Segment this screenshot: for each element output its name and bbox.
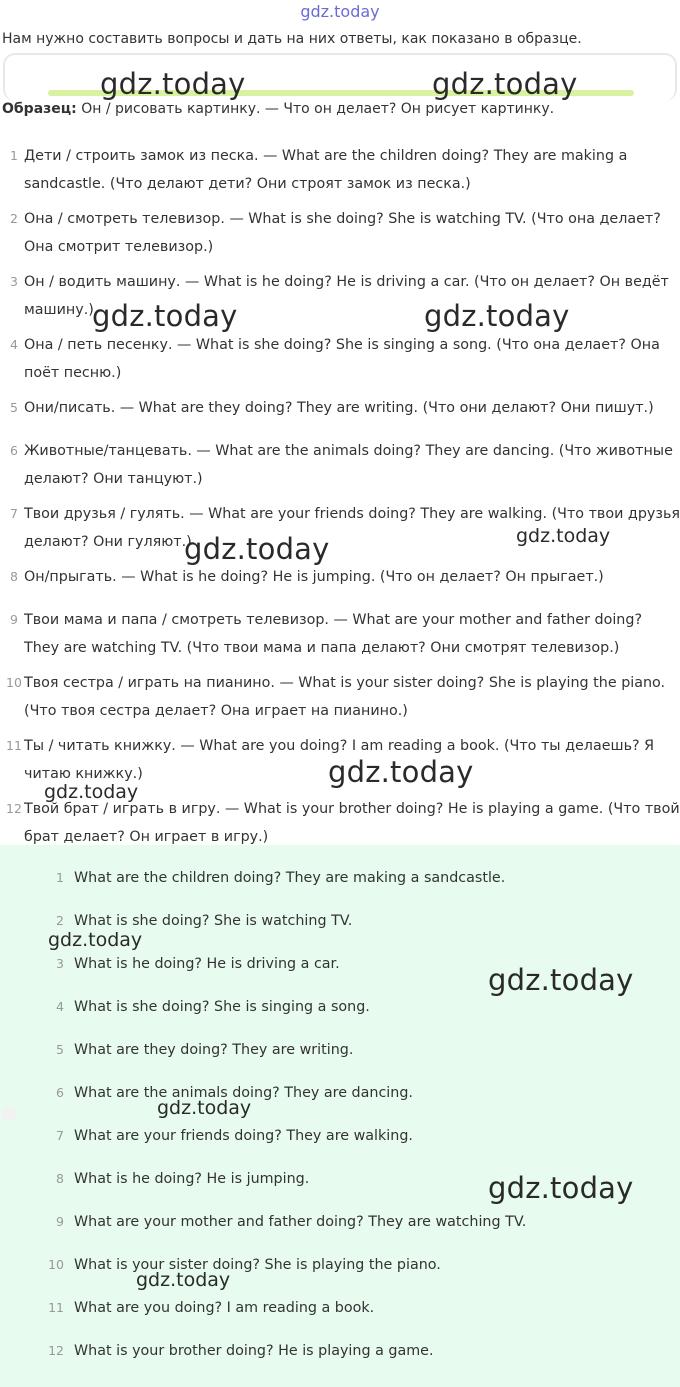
exercise-text: Твои друзья / гулять. — What are your friends doing? They are walking. (Что твои друзья — [24, 506, 680, 522]
exercise-text: делают? Они гуляют.) — [24, 534, 192, 550]
answer-text: What are your friends doing? They are walking. — [74, 1128, 413, 1144]
watermark: gdz.today — [328, 755, 474, 789]
answer-text: What are you doing? I am reading a book. — [74, 1300, 375, 1316]
watermark: gdz.today — [92, 299, 238, 333]
answer-number: 2 — [56, 913, 64, 928]
exercise-text: Она / смотреть телевизор. — What is she doing? She is watching TV. (Что она делает? — [24, 211, 661, 227]
exercise-text: Он / водить машину. — What is he doing? He is driving a car. (Что он делает? Он ведёт — [24, 274, 669, 290]
site-title[interactable]: gdz.today — [300, 2, 380, 21]
answer-number: 5 — [56, 1042, 64, 1057]
exercise-number: 3 — [10, 274, 18, 289]
exercise-number: 10 — [6, 675, 22, 690]
sample-text: Он / рисовать картинку. — Что он делает? Он рисует картинку. — [76, 101, 555, 117]
watermark: gdz.today — [424, 299, 570, 333]
watermark: gdz.today — [516, 525, 611, 547]
sample-line — [2, 101, 554, 117]
watermark: gdz.today — [184, 532, 330, 566]
answer-number: 6 — [56, 1085, 64, 1100]
exercise-text: Он/прыгать. — What is he doing? He is jumping. (Что он делает? Он прыгает.) — [24, 569, 604, 585]
exercise-text: Твой брат / играть в игру. — What is your brother doing? He is playing a game. (Что твой — [24, 801, 680, 817]
exercise-text: Она / петь песенку. — What is she doing? She is singing a song. (Что она делает? Она — [24, 337, 660, 353]
exercise-text: Она смотрит телевизор.) — [24, 239, 214, 255]
answer-number: 11 — [48, 1300, 64, 1315]
answer-text: What are the animals doing? They are dancing. — [74, 1085, 413, 1101]
watermark: gdz.today — [100, 67, 246, 101]
answer-text: What are your mother and father doing? They are watching TV. — [74, 1214, 527, 1230]
exercise-text: брат делает? Он играет в игру.) — [24, 829, 269, 845]
exercise-text: читаю книжку.) — [24, 766, 143, 782]
answer-text: What is he doing? He is jumping. — [74, 1171, 310, 1187]
answer-number: 1 — [56, 870, 64, 885]
exercise-text: поёт песню.) — [24, 365, 122, 381]
exercise-text: Они/писать. — What are they doing? They are writing. (Что они делают? Они пишут.) — [24, 400, 654, 416]
answer-number: 10 — [48, 1257, 64, 1272]
exercise-text: sandcastle. (Что делают дети? Они строят замок из песка.) — [24, 176, 471, 192]
exercise-text: Дети / строить замок из песка. — What are the children doing? They are making a — [24, 148, 628, 164]
answer-number: 8 — [56, 1171, 64, 1186]
answer-number: 3 — [56, 956, 64, 971]
exercise-number: 8 — [10, 569, 18, 584]
answer-text: What is your sister doing? She is playing the piano. — [74, 1257, 441, 1273]
exercise-number: 9 — [10, 612, 18, 627]
exercise-number: 1 — [10, 148, 18, 163]
exercise-text: Твоя сестра / играть на пианино. — What is your sister doing? She is playing the piano. — [24, 675, 666, 691]
watermark: gdz.today — [432, 67, 578, 101]
answer-number: 9 — [56, 1214, 64, 1229]
watermark: gdz.today — [157, 1097, 252, 1119]
answer-number: 12 — [48, 1343, 64, 1358]
play-icon[interactable] — [2, 1107, 16, 1121]
task-instruction: Нам нужно составить вопросы и дать на них ответы, как показано в образце. — [2, 31, 582, 47]
exercise-number: 6 — [10, 443, 18, 458]
exercise-text: (Что твоя сестра делает? Она играет на пианино.) — [24, 703, 408, 719]
answer-text: What is she doing? She is watching TV. — [74, 913, 353, 929]
exercise-number: 12 — [6, 801, 22, 816]
answer-text: What is your brother doing? He is playing a game. — [74, 1343, 434, 1359]
exercise-text: Ты / читать книжку. — What are you doing? I am reading a book. (Что ты делаешь? Я — [24, 738, 655, 754]
watermark: gdz.today — [48, 929, 143, 951]
exercise-text: They are watching TV. (Что твои мама и папа делают? Они смотрят телевизор.) — [24, 640, 620, 656]
exercise-number: 11 — [6, 738, 22, 753]
answer-text: What is he doing? He is driving a car. — [74, 956, 340, 972]
answer-text: What are they doing? They are writing. — [74, 1042, 354, 1058]
watermark: gdz.today — [488, 1171, 634, 1205]
exercise-number: 4 — [10, 337, 18, 352]
exercise-number: 5 — [10, 400, 18, 415]
exercise-text: Животные/танцевать. — What are the animals doing? They are dancing. (Что животные — [24, 443, 673, 459]
answer-text: What is she doing? She is singing a song. — [74, 999, 370, 1015]
exercise-text: делают? Они танцуют.) — [24, 471, 203, 487]
watermark: gdz.today — [488, 963, 634, 997]
exercise-number: 7 — [10, 506, 18, 521]
sample-label: Образец: — [2, 101, 77, 117]
exercise-number: 2 — [10, 211, 18, 226]
answer-text: What are the children doing? They are making a sandcastle. — [74, 870, 506, 886]
exercise-text: Твои мама и папа / смотреть телевизор. — What are your mother and father doing? — [24, 612, 643, 628]
answer-number: 7 — [56, 1128, 64, 1143]
exercise-text: машину.) — [24, 302, 94, 318]
watermark: gdz.today — [136, 1269, 231, 1291]
watermark: gdz.today — [44, 781, 139, 803]
answer-number: 4 — [56, 999, 64, 1014]
